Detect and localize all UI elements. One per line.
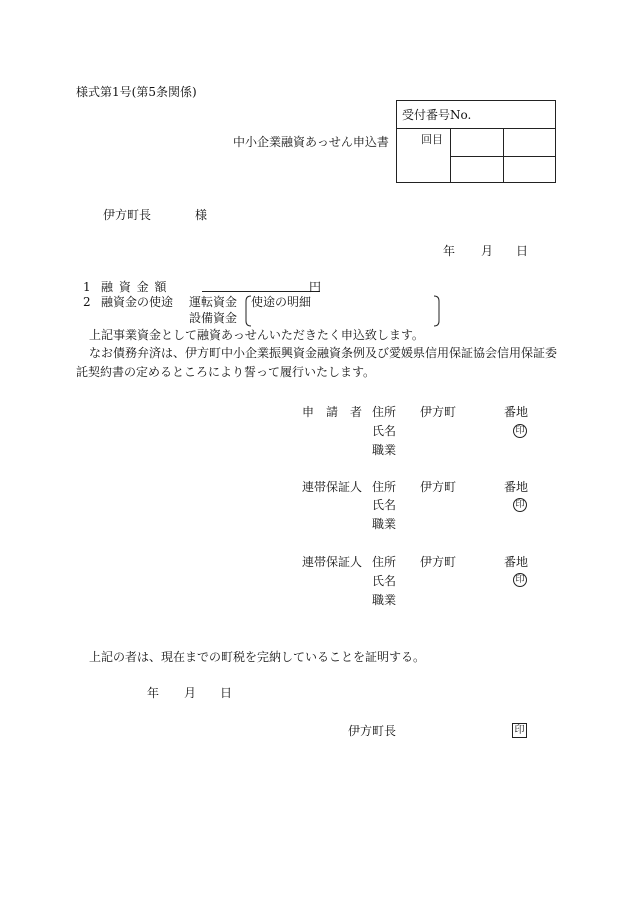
item-purpose-label: 融資金の使途 [101, 295, 174, 309]
official-seal-icon: 印 [512, 723, 527, 738]
seal-icon: 印 [513, 498, 527, 512]
reception-number-table [396, 100, 556, 183]
item-amount-label: 融 資 金 額 [101, 280, 168, 294]
date-month: 月 [481, 244, 494, 258]
body-text-line: なお債務弁済は、伊方町中小企業振興資金融資条例及び愛媛県信用保証協会信用保証委 [89, 346, 558, 360]
party-name-label: 氏名 [372, 574, 397, 588]
addressee-honorific: 様 [195, 208, 208, 222]
party-address-label: 住所 [372, 480, 397, 494]
party-job-label: 職業 [372, 443, 397, 457]
form-number-label: 様式第1号(第5条関係) [76, 85, 197, 99]
party-lot: 番地 [504, 405, 529, 419]
reception-number-label: 受付番号No. [402, 108, 472, 122]
right-bracket-icon [433, 295, 443, 327]
document-title: 中小企業融資あっせん申込書 [233, 135, 389, 149]
reception-number-row [397, 101, 555, 129]
purpose-option-operating: 運転資金 [189, 295, 238, 309]
party-role: 申 請 者 [302, 405, 363, 419]
addressee-name: 伊方町長 [103, 208, 152, 222]
party-job-label: 職業 [372, 593, 397, 607]
certification-signer: 伊方町長 [348, 724, 397, 738]
seal-icon: 印 [513, 573, 527, 587]
party-role: 連帯保証人 [302, 555, 363, 569]
certification-text: 上記の者は、現在までの町税を完納していることを証明する。 [89, 650, 426, 664]
party-name-label: 氏名 [372, 498, 397, 512]
table-divider [450, 156, 555, 157]
seal-icon: 印 [513, 424, 527, 438]
party-job-label: 職業 [372, 517, 397, 531]
item-number: 2 [83, 295, 91, 309]
party-lot: 番地 [504, 555, 529, 569]
party-lot: 番地 [504, 480, 529, 494]
body-text-line: 託契約書の定めるところにより誓って履行いたします。 [76, 365, 376, 379]
party-town: 伊方町 [420, 405, 457, 419]
party-town: 伊方町 [420, 555, 457, 569]
party-role: 連帯保証人 [302, 480, 363, 494]
body-text-line: 上記事業資金として融資あっせんいただきたく申込致します。 [89, 328, 424, 342]
party-address-label: 住所 [372, 555, 397, 569]
purpose-option-equipment: 設備資金 [189, 311, 238, 325]
date-day: 日 [516, 244, 529, 258]
party-town: 伊方町 [420, 480, 457, 494]
certification-month: 月 [184, 686, 197, 700]
date-year: 年 [443, 244, 456, 258]
amount-unit: 円 [309, 280, 322, 294]
certification-year: 年 [147, 686, 160, 700]
party-address-label: 住所 [372, 405, 397, 419]
amount-field-line [202, 291, 320, 292]
party-name-label: 氏名 [372, 424, 397, 438]
reception-round-label: 回目 [421, 133, 443, 146]
item-number: 1 [83, 280, 91, 294]
purpose-detail-label: 使途の明細 [251, 295, 312, 309]
certification-day: 日 [220, 686, 233, 700]
